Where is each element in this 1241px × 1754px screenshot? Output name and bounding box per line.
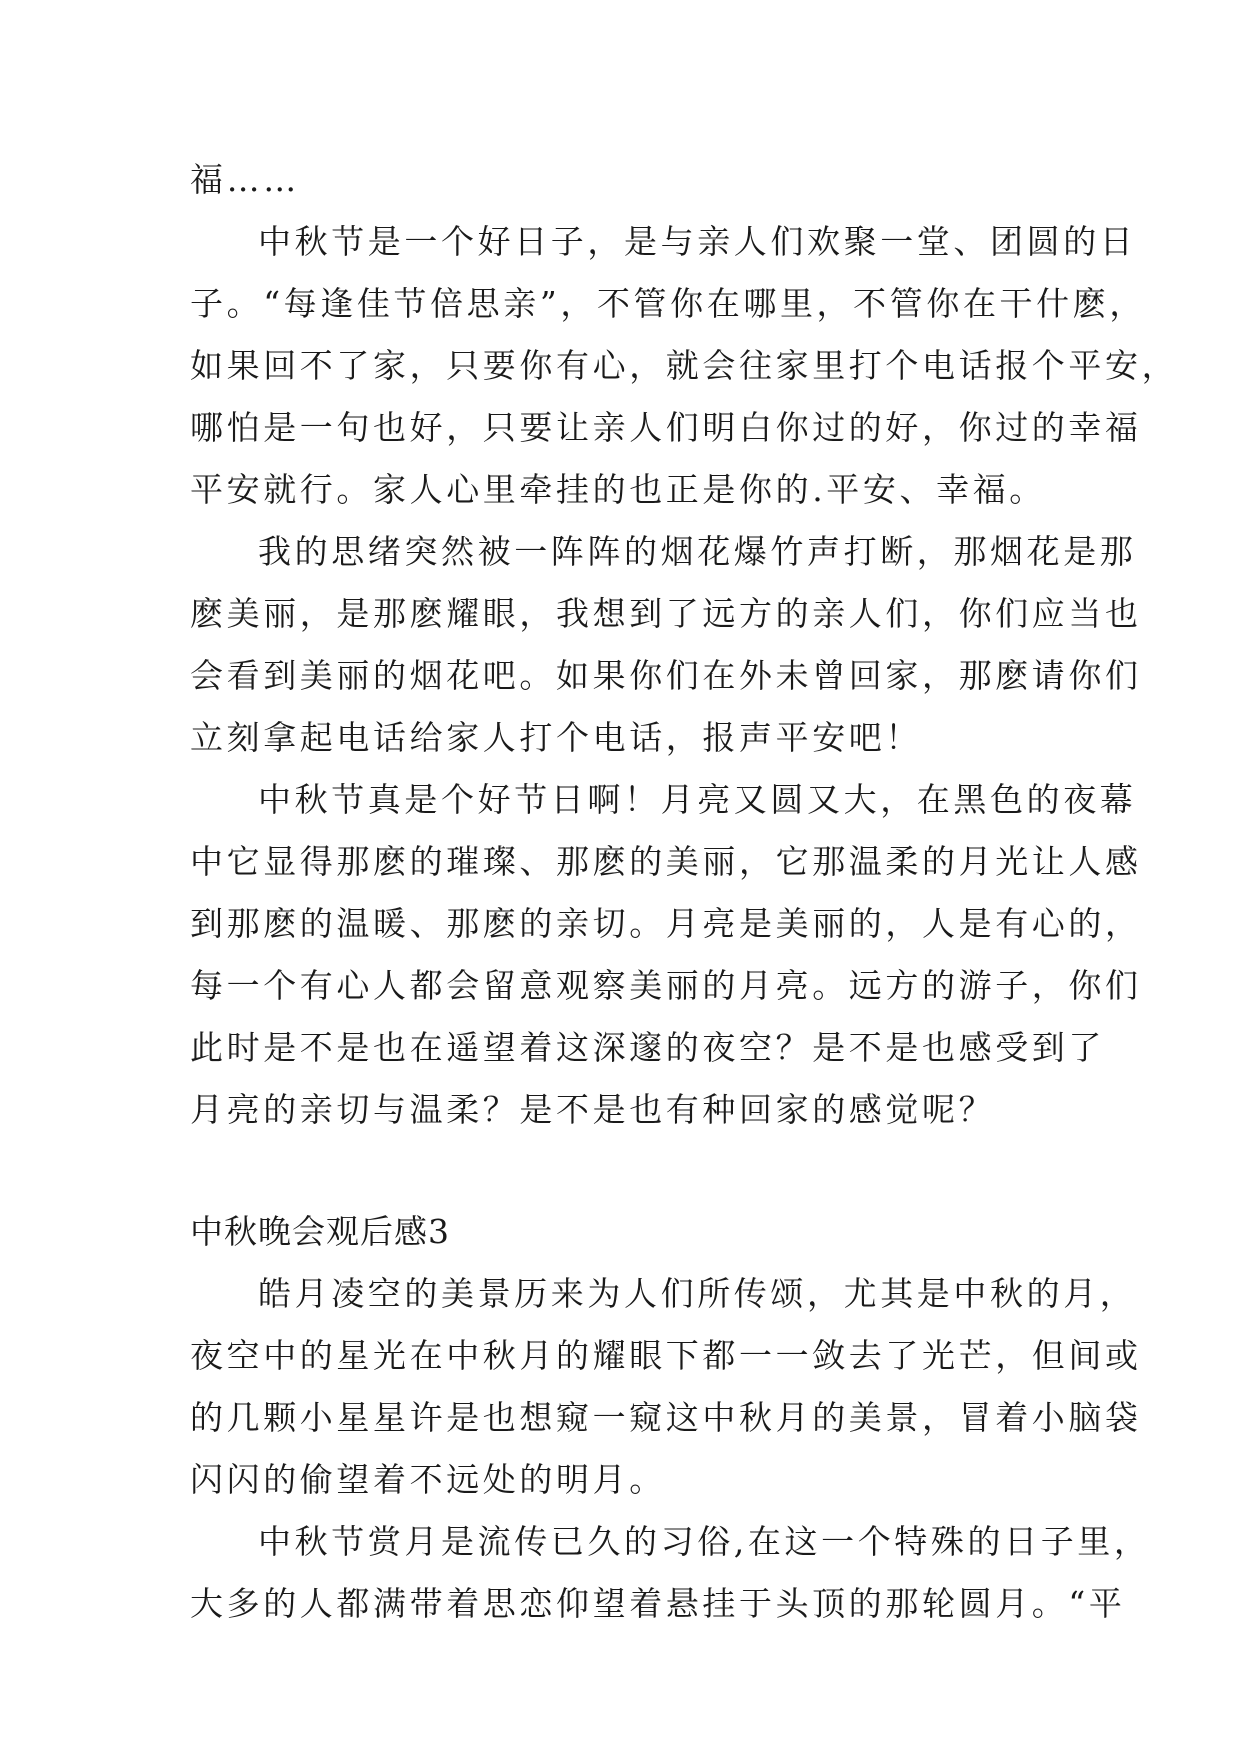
text-line: 的几颗小星星许是也想窥一窥这中秋月的美景，冒着小脑袋 (190, 1398, 1142, 1437)
paragraph-first-line: 中秋节真是个好节日啊！月亮又圆又大，在黑色的夜幕 (258, 780, 1137, 819)
text-line: 子。“每逢佳节倍思亲”，不管你在哪里，不管你在干什麽， (190, 284, 1146, 323)
text-line: 月亮的亲切与温柔？是不是也有种回家的感觉呢？ (190, 1090, 996, 1129)
text-line: 此时是不是也在遥望着这深邃的夜空？是不是也感受到了 (190, 1028, 1105, 1067)
text-line: 立刻拿起电话给家人打个电话，报声平安吧！ (190, 718, 922, 757)
text-line: 会看到美丽的烟花吧。如果你们在外未曾回家，那麽请你们 (190, 656, 1142, 695)
paragraph-first-line: 中秋节是一个好日子，是与亲人们欢聚一堂、团圆的日 (258, 222, 1137, 261)
text-line: 每一个有心人都会留意观察美丽的月亮。远方的游子，你们 (190, 966, 1142, 1005)
text-line: 中它显得那麽的璀璨、那麽的美丽，它那温柔的月光让人感 (190, 842, 1142, 881)
paragraph-first-line: 中秋节赏月是流传已久的习俗,在这一个特殊的日子里， (258, 1522, 1151, 1561)
text-line: 大多的人都满带着思恋仰望着悬挂于头顶的那轮圆月。“平 (190, 1584, 1126, 1623)
text-line: 福…… (190, 160, 300, 199)
text-line: 哪怕是一句也好，只要让亲人们明白你过的好，你过的幸福 (190, 408, 1142, 447)
section-heading: 中秋晚会观后感3 (190, 1212, 450, 1251)
text-line: 麽美丽，是那麽耀眼，我想到了远方的亲人们，你们应当也 (190, 594, 1142, 633)
text-line: 闪闪的偷望着不远处的明月。 (190, 1460, 666, 1499)
text-line: 平安就行。家人心里牵挂的也正是你的.平安、幸福。 (190, 470, 1046, 509)
text-line: 到那麽的温暖、那麽的亲切。月亮是美丽的，人是有心的， (190, 904, 1142, 943)
paragraph-first-line: 皓月凌空的美景历来为人们所传颂，尤其是中秋的月， (258, 1274, 1137, 1313)
text-line: 如果回不了家，只要你有心，就会往家里打个电话报个平安， (190, 346, 1179, 385)
text-line: 夜空中的星光在中秋月的耀眼下都一一敛去了光芒，但间或 (190, 1336, 1142, 1375)
paragraph-first-line: 我的思绪突然被一阵阵的烟花爆竹声打断，那烟花是那 (258, 532, 1137, 571)
